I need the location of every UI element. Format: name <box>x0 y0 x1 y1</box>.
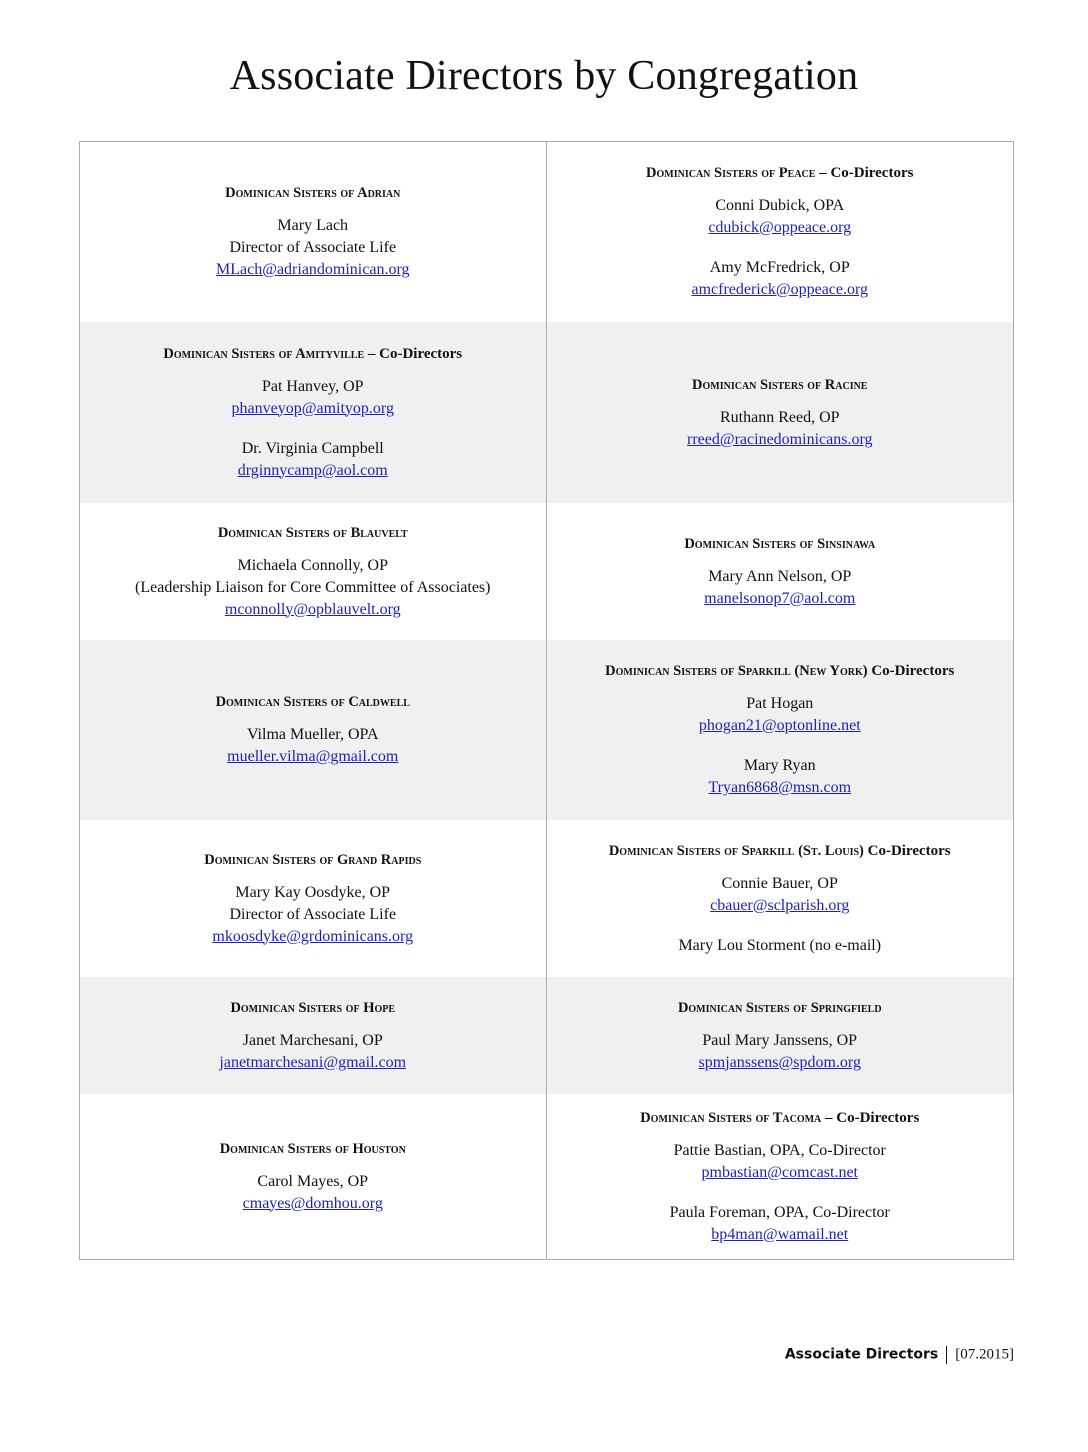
congregation-cell <box>547 1094 1014 1259</box>
person-name: Amy McFredrick, OP <box>709 259 850 276</box>
email-link[interactable]: MLach@adriandominican.org <box>216 261 410 278</box>
person-name: Mary Ryan <box>743 757 816 774</box>
email-link[interactable]: rreed@racinedominicans.org <box>687 430 873 448</box>
congregation-title: Dominican Sisters of Springfield <box>677 999 882 1016</box>
person-name: Vilma Mueller, OPA <box>246 726 379 743</box>
congregation-name <box>692 375 867 395</box>
congregation-name <box>684 534 875 554</box>
congregation-name <box>218 523 408 543</box>
email-link[interactable]: spmjanssens@spdom.org <box>698 1053 861 1071</box>
congregation-title: Dominican Sisters of Adrian <box>225 185 401 201</box>
table-row <box>80 820 1013 977</box>
congregation-name <box>640 1108 919 1128</box>
person-role: Director of Associate Life <box>229 905 397 923</box>
email-link[interactable]: phanveyop@amityop.org <box>231 399 394 417</box>
page-title: Associate Directors by Congregation <box>229 53 859 99</box>
person-name: Paula Foreman, OPA, Co-Director <box>669 1203 890 1221</box>
directors-table <box>79 141 1014 1260</box>
congregation-cell <box>80 503 547 640</box>
footer-label: Associate Directors <box>784 1346 939 1363</box>
person-name: Janet Marchesani, OP <box>242 1031 383 1049</box>
congregation-cell <box>80 1094 547 1259</box>
congregation-cell <box>80 640 547 820</box>
table-row <box>80 142 1013 322</box>
congregation-suffix: Co-Directors <box>867 663 955 679</box>
congregation-title: Dominican Sisters of Blauvelt <box>217 524 408 541</box>
person-name: Pattie Bastian, OPA, Co-Director <box>673 1141 886 1159</box>
congregation-title: Dominican Sisters of Racine <box>692 376 868 393</box>
congregation-title: Dominican Sisters of Sparkill (New York) <box>605 663 868 679</box>
table-row <box>80 322 1013 503</box>
email-link[interactable]: mconnolly@opblauvelt.org <box>224 600 401 618</box>
email-link[interactable]: Tryan6868@msn.com <box>708 779 852 796</box>
person-name: Mary Lou Storment (no e-mail) <box>678 936 882 954</box>
congregation-title: Dominican Sisters of Amityville <box>163 345 365 362</box>
congregation-title: Dominican Sisters of Sparkill (St. Louis) <box>608 842 864 859</box>
email-link[interactable]: bp4man@wamail.net <box>711 1225 849 1243</box>
email-link[interactable]: drginnycamp@aol.com <box>237 461 388 479</box>
congregation-name <box>216 692 410 712</box>
congregation-suffix: – Co-Directors <box>364 345 463 362</box>
email-link[interactable]: amcfrederick@oppeace.org <box>691 281 869 298</box>
congregation-cell <box>547 820 1014 977</box>
congregation-suffix: – Co-Directors <box>815 165 914 181</box>
congregation-name <box>220 1139 406 1159</box>
congregation-title: Dominican Sisters of Tacoma <box>640 1109 822 1126</box>
congregation-suffix: Co-Directors <box>863 842 951 859</box>
person-name: Pat Hogan <box>746 695 814 712</box>
footer-date: [07.2015] <box>955 1346 1014 1363</box>
congregation-name <box>678 998 882 1018</box>
person-name: Carol Mayes, OP <box>257 1172 369 1190</box>
table-row <box>80 640 1013 820</box>
congregation-name <box>204 850 421 870</box>
email-link[interactable]: manelsonop7@aol.com <box>704 589 856 607</box>
congregation-name <box>163 344 462 364</box>
congregation-title: Dominican Sisters of Houston <box>219 1140 406 1157</box>
person-name: Ruthann Reed, OP <box>719 408 840 426</box>
person-name: Michaela Connolly, OP <box>237 556 388 574</box>
person-name: Mary Ann Nelson, OP <box>708 567 852 585</box>
person-name: Mary Kay Oosdyke, OP <box>235 883 391 901</box>
person-name: Mary Lach <box>277 217 349 234</box>
email-link[interactable]: mkoosdyke@grdominicans.org <box>212 927 414 945</box>
email-link[interactable]: cbauer@sclparish.org <box>710 896 850 914</box>
table-row <box>80 503 1013 640</box>
congregation-name <box>230 998 395 1018</box>
congregation-suffix: – Co-Directors <box>821 1109 920 1126</box>
congregation-cell <box>547 640 1014 820</box>
email-link[interactable]: janetmarchesani@gmail.com <box>219 1053 407 1071</box>
congregation-name <box>609 841 951 861</box>
footer-separator <box>946 1346 947 1364</box>
person-role: (Leadership Liaison for Core Committee of Associates) <box>135 578 491 596</box>
congregation-title: Dominican Sisters of Hope <box>230 999 396 1016</box>
congregation-cell <box>80 322 547 503</box>
person-name: Pat Hanvey, OP <box>261 377 364 395</box>
email-link[interactable]: pmbastian@comcast.net <box>701 1163 858 1181</box>
congregation-title: Dominican Sisters of Caldwell <box>215 694 410 710</box>
page-footer <box>785 1346 1014 1364</box>
email-link[interactable]: phogan21@optonline.net <box>698 717 861 734</box>
congregation-cell <box>547 142 1014 322</box>
person-name: Paul Mary Janssens, OP <box>702 1031 858 1049</box>
congregation-cell <box>547 322 1014 503</box>
congregation-cell <box>80 142 547 322</box>
congregation-name <box>225 183 400 203</box>
email-link[interactable]: cdubick@oppeace.org <box>708 219 852 236</box>
email-link[interactable]: mueller.vilma@gmail.com <box>227 748 399 765</box>
congregation-name <box>605 661 954 681</box>
email-link[interactable]: cmayes@domhou.org <box>242 1194 383 1212</box>
congregation-title: Dominican Sisters of Sinsinawa <box>684 535 876 552</box>
congregation-title: Dominican Sisters of Grand Rapids <box>204 851 422 868</box>
congregation-cell <box>80 977 547 1094</box>
congregation-cell <box>547 503 1014 640</box>
person-name: Conni Dubick, OPA <box>715 197 845 214</box>
table-row <box>80 1094 1013 1259</box>
congregation-cell <box>547 977 1014 1094</box>
person-name: Connie Bauer, OP <box>721 874 838 892</box>
congregation-name <box>646 163 913 183</box>
congregation-title: Dominican Sisters of Peace <box>646 165 816 181</box>
person-role: Director of Associate Life <box>229 239 397 256</box>
table-row <box>80 977 1013 1094</box>
person-name: Dr. Virginia Campbell <box>241 439 384 457</box>
congregation-cell <box>80 820 547 977</box>
